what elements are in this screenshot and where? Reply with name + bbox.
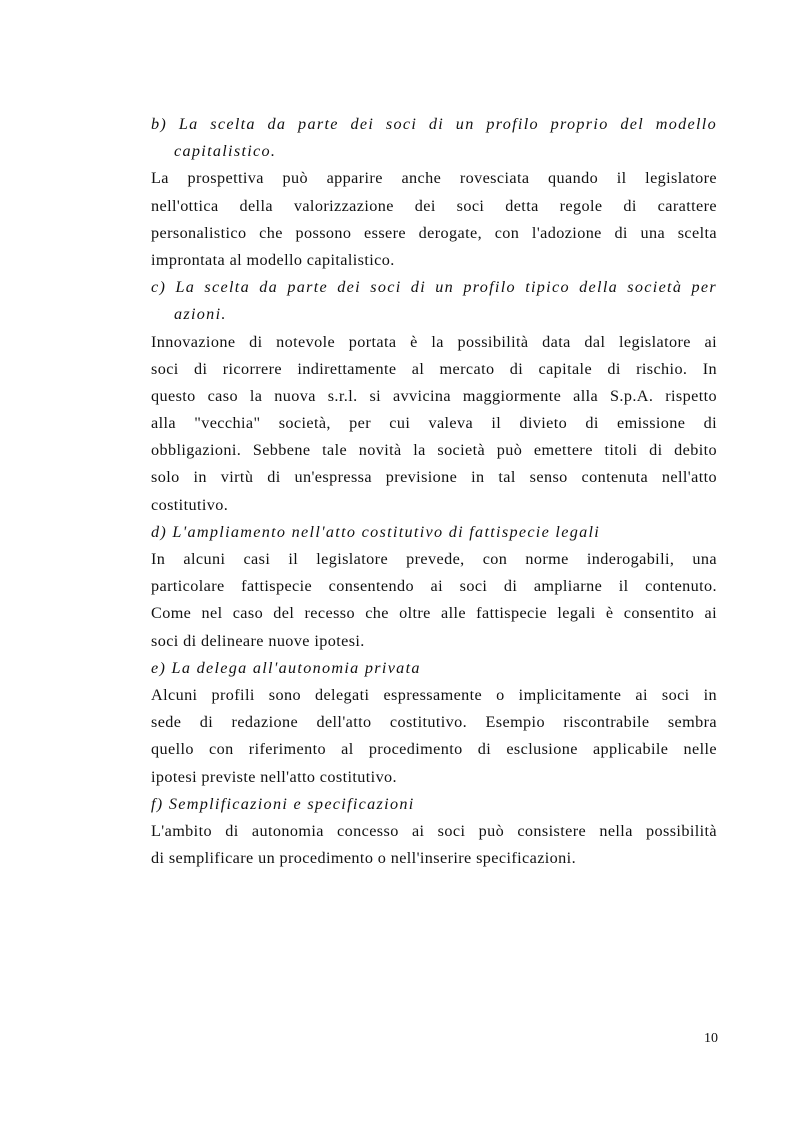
text-line: soci di ricorrere indirettamente al mercato di capitale di rischio. In: [151, 359, 717, 378]
page-number: 10: [704, 1031, 718, 1046]
document-body: [151, 111, 717, 872]
text-line: alla "vecchia" società, per cui valeva il divieto di emissione di: [151, 414, 717, 433]
text-line: ipotesi previste nell'atto costitutivo.: [151, 767, 398, 786]
text-line: Alcuni profili sono delegati espressamente o implicitamente ai soci in: [151, 685, 717, 704]
text-line: improntata al modello capitalistico.: [151, 250, 395, 269]
text-line: solo in virtù di un'espressa previsione in tal senso contenuta nell'atto: [151, 468, 717, 487]
text-line: obbligazioni. Sebbene tale novità la società può emettere titoli di debito: [151, 441, 717, 460]
text-line: e) La delega all'autonomia privata: [151, 658, 421, 677]
text-line: L'ambito di autonomia concesso ai soci può consistere nella possibilità: [151, 821, 717, 840]
text-line: b) La scelta da parte dei soci di un profilo proprio del modello: [151, 115, 717, 133]
text-line: c) La scelta da parte dei soci di un profilo tipico della società per: [151, 278, 717, 297]
text-line: costitutivo.: [151, 495, 229, 514]
text-line: f) Semplificazioni e specificazioni: [151, 794, 415, 813]
text-line: soci di delineare nuove ipotesi.: [151, 631, 365, 650]
text-line: questo caso la nuova s.r.l. si avvicina maggiormente alla S.p.A. rispetto: [151, 386, 717, 405]
text-line: quello con riferimento al procedimento di esclusione applicabile nelle: [151, 740, 717, 759]
text-line: nell'ottica della valorizzazione dei soci detta regole di carattere: [151, 196, 717, 215]
text-line: capitalistico.: [174, 142, 277, 161]
text-line: Come nel caso del recesso che oltre alle fattispecie legali è consentito ai: [151, 604, 717, 623]
text-line: La prospettiva può apparire anche rovesciata quando il legislatore: [151, 169, 717, 188]
text-line: d) L'ampliamento nell'atto costitutivo di fattispecie legali: [151, 522, 601, 541]
text-line: sede di redazione dell'atto costitutivo. Esempio riscontrabile sembra: [151, 713, 717, 732]
text-line: Innovazione di notevole portata è la possibilità data dal legislatore ai: [151, 332, 717, 351]
text-line: azioni.: [174, 305, 227, 324]
text-line: personalistico che possono essere derogate, con l'adozione di una scelta: [151, 223, 717, 242]
text-line: In alcuni casi il legislatore prevede, con norme inderogabili, una: [151, 550, 717, 568]
text-line: di semplificare un procedimento o nell'inserire specificazioni.: [151, 849, 577, 868]
text-line: particolare fattispecie consentendo ai soci di ampliarne il contenuto.: [151, 577, 717, 596]
